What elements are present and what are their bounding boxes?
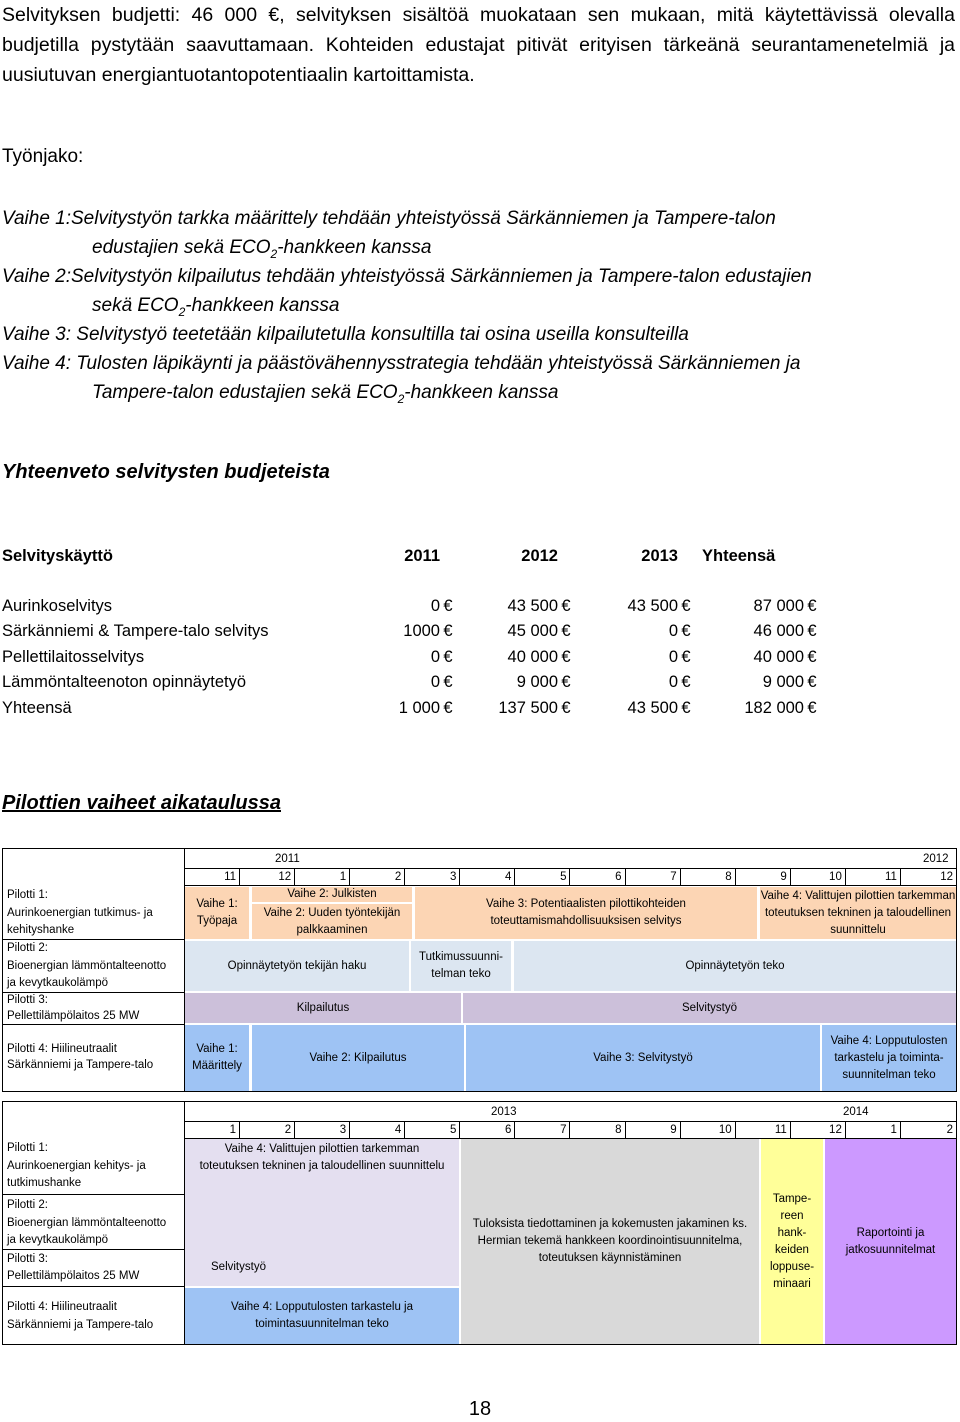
month-header: 2 xyxy=(240,1122,295,1138)
budget-row: Pellettilaitosselvitys 0 € 40 000 € 0 € 40 000 € xyxy=(2,647,817,666)
budget-col-total: Yhteensä xyxy=(702,547,776,566)
g2-mid: Tuloksista tiedottaminen ja kokemusten jakaminen ks. Hermian tekemä hankkeen koordinointisuunnitelma, toteutuksen käynnistäminen xyxy=(461,1139,759,1344)
month-header: 8 xyxy=(681,869,736,885)
g1-p1-vaihe4: Vaihe 4: Valittujen pilottien tarkemman toteutuksen tekninen ja taloudellinen suunnittelu xyxy=(760,887,956,939)
g1-pilot-2-line2: ja kevytkaukolämpö xyxy=(7,977,108,989)
g2-pilot-2-line2: ja kevytkaukolämpö xyxy=(7,1234,108,1246)
g1-p1-vaihe2a: Vaihe 2: Julkisten xyxy=(252,887,412,902)
month-header: 9 xyxy=(736,869,791,885)
budget-row: Lämmöntalteenoton opinnäytetyö 0 € 9 000 € 0 € 9 000 € xyxy=(2,673,817,692)
month-header: 6 xyxy=(460,1122,515,1138)
g2-p1-a: Vaihe 4: Valittujen pilottien tarkemman toteutuksen tekninen ja taloudellinen suunnittelu xyxy=(185,1139,459,1286)
phase-4 xyxy=(2,349,954,414)
year-2014: 2014 xyxy=(843,1106,869,1118)
g1-p4-b: Vaihe 2: Kilpailutus xyxy=(252,1025,464,1091)
phase-1-line-1: Vaihe 1:Selvitystyön tarkka määrittely tehdään yhteistyössä Särkänniemen ja Tampere-talon xyxy=(2,208,776,229)
g2-pilot-4-line1: Särkänniemi ja Tampere-talo xyxy=(7,1319,154,1331)
budget-col-2013: 2013 xyxy=(641,547,678,566)
g1-pilot-2-title: Pilotti 2: xyxy=(7,942,48,954)
g2-purple: Raportointi ja jatkosuunnitelmat xyxy=(825,1139,956,1344)
page-number: 18 xyxy=(468,1398,492,1420)
budget-row: Aurinkoselvitys 0 € 43 500 € 43 500 € 87 000 € xyxy=(2,596,817,615)
g1-pilot-1-title: Pilotti 1: xyxy=(7,889,48,901)
g2-p4-a: Vaihe 4: Lopputulosten tarkastelu ja toimintasuunnitelman teko xyxy=(185,1288,459,1344)
g2-pilot-3-line1: Pellettilämpölaitos 25 MW xyxy=(7,1270,140,1282)
month-header: 1 xyxy=(846,1122,901,1138)
budget-header-row xyxy=(2,544,820,570)
g2-pilot-2-title: Pilotti 2: xyxy=(7,1199,48,1211)
month-header: 2 xyxy=(946,1123,953,1136)
month-header: 4 xyxy=(350,1122,405,1138)
g2-pilot-1-title: Pilotti 1: xyxy=(7,1142,48,1154)
month-header: 6 xyxy=(571,869,626,885)
budget-col-label: Selvityskäyttö xyxy=(2,547,113,566)
budget-col-2011: 2011 xyxy=(404,547,440,566)
year-2011: 2011 xyxy=(275,853,300,865)
g2-yellow: Tampe-reen hank-keiden loppuse-minaari xyxy=(761,1139,823,1344)
month-header: 11 xyxy=(846,869,901,885)
month-header: 10 xyxy=(681,1122,736,1138)
month-header: 12 xyxy=(240,869,295,885)
intro-paragraph xyxy=(2,0,955,90)
g1-p1-vaihe3: Vaihe 3: Potentiaalisten pilottikohteiden toteuttamismahdollisuuksisen selvitys xyxy=(415,887,757,939)
g2-pilot-2-line1: Bioenergian lämmöntalteenotto xyxy=(7,1217,167,1229)
g2-pilot-3-title: Pilotti 3: xyxy=(7,1253,48,1265)
gantt-chart-2011-2012 xyxy=(2,848,957,1092)
g1-p2-b: Tutkimussuunni-telman teko xyxy=(411,941,511,991)
month-header: 7 xyxy=(626,869,681,885)
month-header: 3 xyxy=(295,1122,350,1138)
g1-pilot-3-line1: Pellettilämpölaitos 25 MW xyxy=(7,1010,140,1022)
month-header: 11 xyxy=(185,869,240,885)
month-header: 1 xyxy=(295,869,350,885)
intro-text: Selvityksen budjetti: 46 000 €, selvityksen sisältöä muokataan sen mukaan, mitä käytettävissä olevalla budjetilla pystytään saavuttamaan. Kohteiden edustajat pitivät erityisen tärkeänä seurantamenetelmiä ja uusiutuvan energiantuotantopotentiaalin kartoittamista. xyxy=(2,4,955,86)
g1-pilot-4-title: Pilotti 4: Hiilineutraalit xyxy=(7,1043,117,1055)
tyonjako-heading: Työnjako: xyxy=(2,146,84,167)
budget-total-row: Yhteensä 1 000 € 137 500 € 43 500 € 182 000 € xyxy=(2,698,817,717)
month-header: 5 xyxy=(515,869,570,885)
year-2012: 2012 xyxy=(923,853,949,865)
g2-p3-a: Selvitystyö xyxy=(185,1249,459,1286)
g2-pilot-1-line2: tutkimushanke xyxy=(7,1177,82,1189)
month-header: 8 xyxy=(571,1122,626,1138)
phase-2-line-1: Vaihe 2:Selvitystyön kilpailutus tehdään yhteistyössä Särkänniemen ja Tampere-talon edustajien xyxy=(2,266,812,287)
month-header: 9 xyxy=(626,1122,681,1138)
budget-table xyxy=(2,544,820,721)
g1-p3-b: Selvitystyö xyxy=(463,993,956,1023)
budget-col-2012: 2012 xyxy=(521,547,558,566)
month-header: 1 xyxy=(185,1122,240,1138)
phase-2-line-2: sekä $ECO_2$-hankkeen kanssa xyxy=(92,295,340,319)
month-header: 11 xyxy=(736,1122,791,1138)
month-header: 12 xyxy=(791,1122,846,1138)
phase-2 xyxy=(2,262,954,327)
phase-3-line-1: Vaihe 3: Selvitystyö teetetään kilpailutetulla konsultilla tai osina useilla konsulteilla xyxy=(2,324,689,345)
g1-p3-a: Kilpailutus xyxy=(185,993,461,1023)
gantt-chart-2013-2014 xyxy=(2,1101,957,1345)
g1-p4-d: Vaihe 4: Lopputulosten tarkastelu ja toiminta-suunnitelman teko xyxy=(822,1025,956,1091)
schedule-heading: Pilottien vaiheet aikataulussa xyxy=(2,792,281,814)
g1-pilot-3-title: Pilotti 3: xyxy=(7,994,48,1006)
month-header: 2 xyxy=(350,869,405,885)
month-header: 5 xyxy=(405,1122,460,1138)
g1-p2-a: Opinnäytetyön tekijän haku xyxy=(185,941,409,991)
g1-pilot-1-line2: kehityshanke xyxy=(7,924,75,936)
phase-4-line-2: Tampere-talon edustajien sekä $ECO_2$-hankkeen kanssa xyxy=(92,382,559,406)
g1-pilot-4-line1: Särkänniemi ja Tampere-talo xyxy=(7,1059,154,1071)
budget-heading: Yhteenveto selvitysten budjeteista xyxy=(2,461,330,483)
g2-pilot-1-line1: Aurinkoenergian kehitys- ja xyxy=(7,1160,146,1172)
g1-p4-a: Vaihe 1: Määrittely xyxy=(185,1025,249,1091)
g1-pilot-1-line1: Aurinkoenergian tutkimus- ja xyxy=(7,907,153,919)
year-2013: 2013 xyxy=(491,1106,517,1118)
month-header: 7 xyxy=(515,1122,570,1138)
month-header: 12 xyxy=(940,870,953,883)
g1-p2-c: Opinnäytetyön teko xyxy=(514,941,956,991)
g1-p4-c: Vaihe 3: Selvitystyö xyxy=(466,1025,820,1091)
g2-pilot-4-title: Pilotti 4: Hiilineutraalit xyxy=(7,1301,117,1313)
g1-pilot-2-line1: Bioenergian lämmöntalteenotto xyxy=(7,960,167,972)
phase-3 xyxy=(2,320,954,349)
phase-1 xyxy=(2,204,954,269)
month-header: 10 xyxy=(791,869,846,885)
budget-row: Särkänniemi & Tampere-talo selvitys 1000 € 45 000 € 0 € 46 000 € xyxy=(2,622,817,641)
g1-p1-vaihe1: Vaihe 1: Työpaja xyxy=(185,887,249,939)
month-header: 4 xyxy=(460,869,515,885)
phase-1-line-2: edustajien sekä $ECO_2$-hankkeen kanssa xyxy=(92,237,432,261)
month-header: 3 xyxy=(405,869,460,885)
g1-p1-vaihe2b: Vaihe 2: Uuden työntekijän palkkaaminen xyxy=(252,904,412,939)
phase-4-line-1: Vaihe 4: Tulosten läpikäynti ja päästövähennysstrategia tehdään yhteistyössä Särkänniemen ja xyxy=(2,353,801,374)
